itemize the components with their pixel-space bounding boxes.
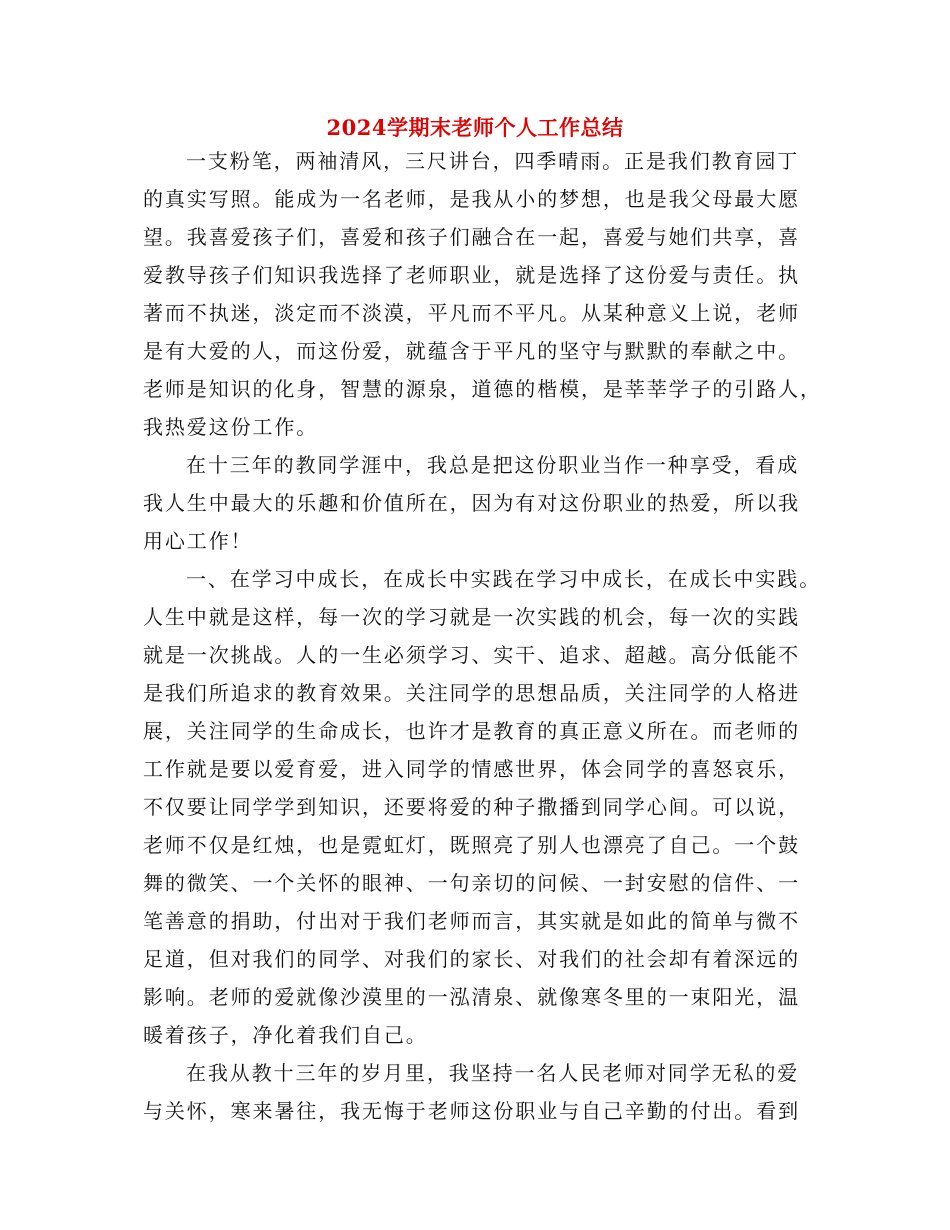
- paragraph-1-line-2: 的真实写照。能成为一名老师，是我从小的梦想，也是我父母最大愿: [143, 187, 800, 211]
- paragraph-3-line-13: 暖着孩子，净化着我们自己。: [143, 1023, 428, 1047]
- paragraph-3-line-11: 足道，但对我们的同学、对我们的家长、对我们的社会却有着深远的: [143, 947, 800, 971]
- paragraph-1-line-4: 爱教导孩子们知识我选择了老师职业，就是选择了这份爱与责任。执: [143, 263, 800, 287]
- paragraph-3-line-12: 影响。老师的爱就像沙漠里的一泓清泉、就像寒冬里的一束阳光，温: [143, 985, 800, 1009]
- paragraph-1-line-1: 一支粉笔，两袖清风，三尺讲台，四季晴雨。正是我们教育园丁: [186, 149, 800, 173]
- paragraph-3-line-9: 舞的微笑、一个关怀的眼神、一句亲切的问候、一封安慰的信件、一: [143, 871, 800, 895]
- paragraph-3-line-7: 不仅要让同学学到知识，还要将爱的种子撒播到同学心间。可以说，: [143, 795, 800, 819]
- paragraph-4-line-2: 与关怀，寒来暑往，我无悔于老师这份职业与自己辛勤的付出。看到: [143, 1099, 800, 1123]
- paragraph-1-line-7: 老师是知识的化身，智慧的源泉，道德的楷模，是莘莘学子的引路人，: [143, 377, 822, 401]
- paragraph-4-line-1: 在我从教十三年的岁月里，我坚持一名人民老师对同学无私的爱: [186, 1061, 800, 1085]
- paragraph-3-line-1: 一、在学习中成长，在成长中实践在学习中成长，在成长中实践。: [186, 567, 822, 591]
- paragraph-2-line-3: 用心工作！: [143, 529, 253, 553]
- paragraph-1-line-5: 著而不执迷，淡定而不淡漠，平凡而不平凡。从某种意义上说，老师: [143, 301, 800, 325]
- document-title: 2024学期末老师个人工作总结: [326, 115, 624, 140]
- paragraph-3-line-2: 人生中就是这样，每一次的学习就是一次实践的机会，每一次的实践: [143, 605, 800, 629]
- paragraph-3-line-10: 笔善意的捐助，付出对于我们老师而言，其实就是如此的简单与微不: [143, 909, 800, 933]
- paragraph-2-line-1: 在十三年的教同学涯中，我总是把这份职业当作一种享受，看成: [186, 453, 800, 477]
- paragraph-1-line-3: 望。我喜爱孩子们，喜爱和孩子们融合在一起，喜爱与她们共享，喜: [143, 225, 800, 249]
- paragraph-3-line-8: 老师不仅是红烛，也是霓虹灯，既照亮了别人也漂亮了自己。一个鼓: [143, 833, 800, 857]
- paragraph-2-line-2: 我人生中最大的乐趣和价值所在，因为有对这份职业的热爱，所以我: [143, 491, 800, 515]
- paragraph-3-line-4: 是我们所追求的教育效果。关注同学的思想品质，关注同学的人格进: [143, 681, 800, 705]
- paragraph-1-line-8: 我热爱这份工作。: [143, 415, 319, 439]
- paragraph-1-line-6: 是有大爱的人，而这份爱，就蕴含于平凡的坚守与默默的奉献之中。: [143, 339, 800, 363]
- paragraph-3-line-3: 就是一次挑战。人的一生必须学习、实干、追求、超越。高分低能不: [143, 643, 800, 667]
- paragraph-3-line-5: 展，关注同学的生命成长，也许才是教育的真正意义所在。而老师的: [143, 719, 800, 743]
- paragraph-3-line-6: 工作就是要以爱育爱，进入同学的情感世界，体会同学的喜怒哀乐，: [143, 757, 800, 781]
